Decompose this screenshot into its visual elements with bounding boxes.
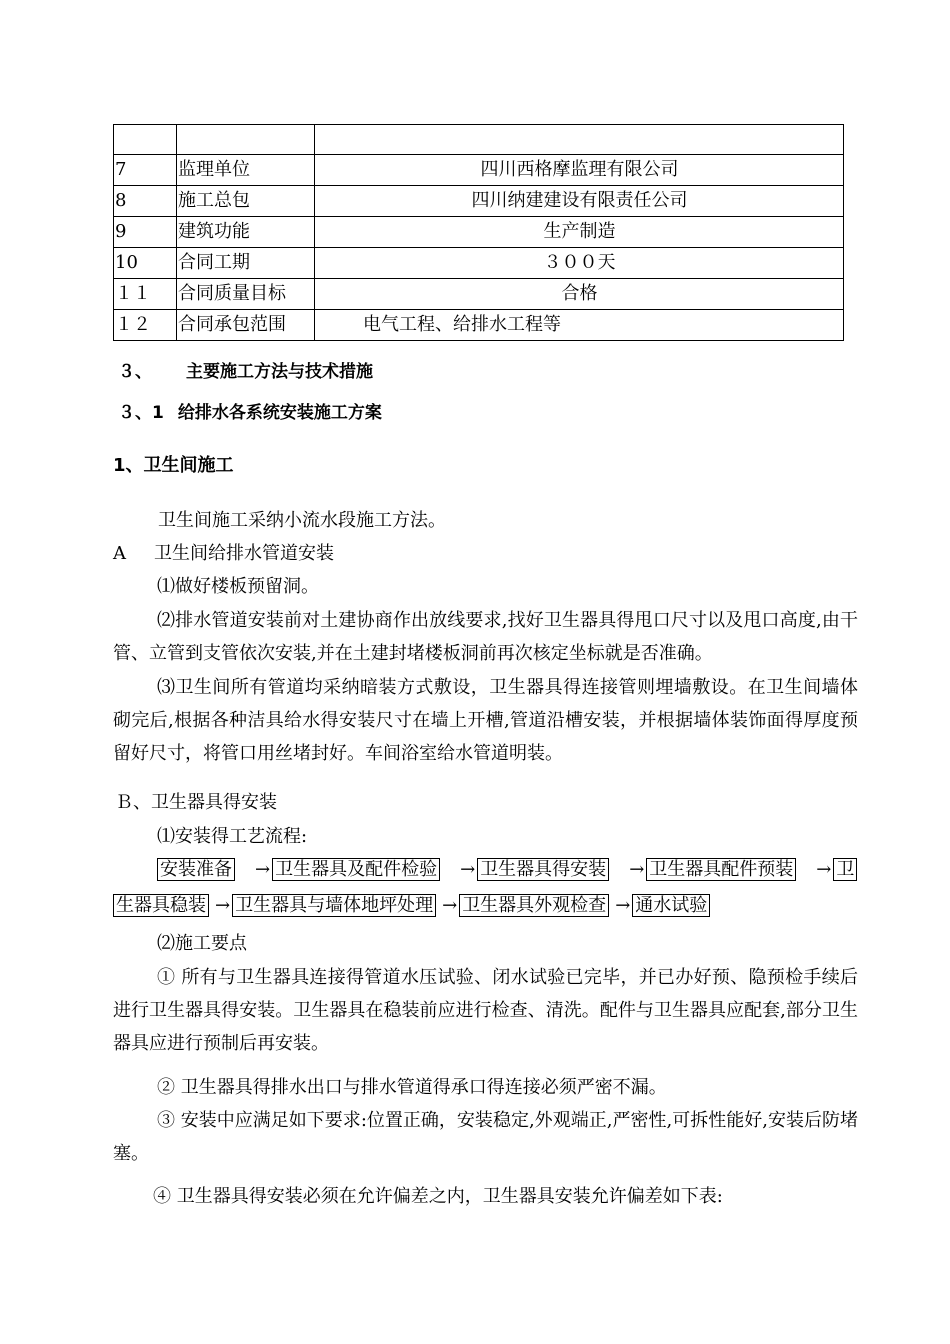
row-value: ３００天 [315,248,844,279]
table-row [114,155,844,186]
row-number: 10 [114,248,177,279]
row-number: 8 [114,186,177,217]
section-heading-3-1 [118,398,382,423]
row-item: 监理单位 [177,155,315,186]
arrow-icon: → [629,859,645,880]
row-number [114,125,177,155]
heading-number: ３、 [118,362,152,382]
flow-step: 卫 [833,858,857,881]
section-heading-3 [118,357,373,382]
paragraph-a1: ⑴做好楼板预留洞。 [157,576,319,597]
point-3: ③ 安装中应满足如下要求:位置正确，安装稳定,外观端正,严密性,可拆性能好,安装后防堵塞。 [113,1110,858,1164]
arrow-icon: → [215,895,231,916]
process-flow-line-1 [157,858,857,882]
point-1: ① 所有与卫生器具连接得管道水压试验、闭水试验已完毕，并已办好预、隐预检手续后进行卫生器具得安装。卫生器具在稳装前应进行检查、清洗。配件与卫生器具应配套,部分卫生器具应进行预制后再安装。 [113,967,858,1054]
process-flow-line-2 [113,894,710,918]
point-4: ④ 卫生器具得安装必须在允许偏差之内，卫生器具安装允许偏差如下表: [153,1186,723,1207]
table-row [114,248,844,279]
table-row [114,186,844,217]
row-item: 合同质量目标 [177,279,315,310]
heading-text: 给排水各系统安装施工方案 [177,403,382,423]
subsection-heading: 1、卫生间施工 [113,455,234,476]
arrow-icon: → [816,859,832,880]
flow-step: 安装准备 [157,858,235,881]
flow-step: 卫生器具外观检查 [459,894,609,917]
row-item [177,125,315,155]
paragraph-a3: ⑶卫生间所有管道均采纳暗装方式敷设，卫生器具得连接管则埋墙敷设。在卫生间墙体砌完后,根据各种洁具给水得安装尺寸在墙上开槽,管道沿槽安装，并根据墙体装饰面得厚度预留好尺寸，将管口用丝堵封好。车间浴室给水管道明装。 [113,677,858,764]
row-number: １２ [114,310,177,341]
table-row [114,279,844,310]
row-item: 施工总包 [177,186,315,217]
row-item: 合同工期 [177,248,315,279]
flow-step: 卫生器具得安装 [477,858,609,881]
flow-step: 通水试验 [632,894,710,917]
heading-text: 主要施工方法与技术措施 [186,362,373,382]
flow-step: 卫生器具配件预装 [646,858,796,881]
table-row [114,310,844,341]
paragraph-a2: ⑵排水管道安装前对土建协商作出放线要求,找好卫生器具得甩口尺寸以及甩口高度,由干管、立管到支管依次安装,并在土建封堵楼板洞前再次核定坐标就是否准确。 [113,610,858,664]
flow-step: 卫生器具及配件检验 [272,858,440,881]
table-row [114,217,844,248]
paragraph-b1: ⑴安装得工艺流程: [157,826,308,847]
flow-step: 生器具稳装 [113,894,209,917]
row-value: 四川西格摩监理有限公司 [315,155,844,186]
row-value: 生产制造 [315,217,844,248]
arrow-icon: → [460,859,476,880]
project-info-table [113,124,844,341]
row-value: 四川纳建建设有限责任公司 [315,186,844,217]
section-b-heading: Ｂ、卫生器具得安装 [115,792,277,813]
row-number: 7 [114,155,177,186]
section-a-heading [113,537,858,570]
row-item: 建筑功能 [177,217,315,248]
row-item: 合同承包范围 [177,310,315,341]
flow-step: 卫生器具与墙体地坪处理 [232,894,436,917]
arrow-icon: → [615,895,631,916]
table-row [114,125,844,155]
paragraph-b2: ⑵施工要点 [157,933,247,954]
heading-number: ３、1 [118,403,164,423]
row-value [315,125,844,155]
intro-paragraph: 卫生间施工采纳小流水段施工方法。 [158,510,446,531]
row-number: 9 [114,217,177,248]
section-a-label: A [113,543,126,564]
row-value: 电气工程、给排水工程等 [315,310,844,341]
arrow-icon: → [255,859,271,880]
point-2: ② 卫生器具得排水出口与排水管道得承口得连接必须严密不漏。 [157,1077,667,1098]
row-number: １１ [114,279,177,310]
row-value: 合格 [315,279,844,310]
arrow-icon: → [442,895,458,916]
section-a-text: 卫生间给排水管道安装 [154,543,334,564]
